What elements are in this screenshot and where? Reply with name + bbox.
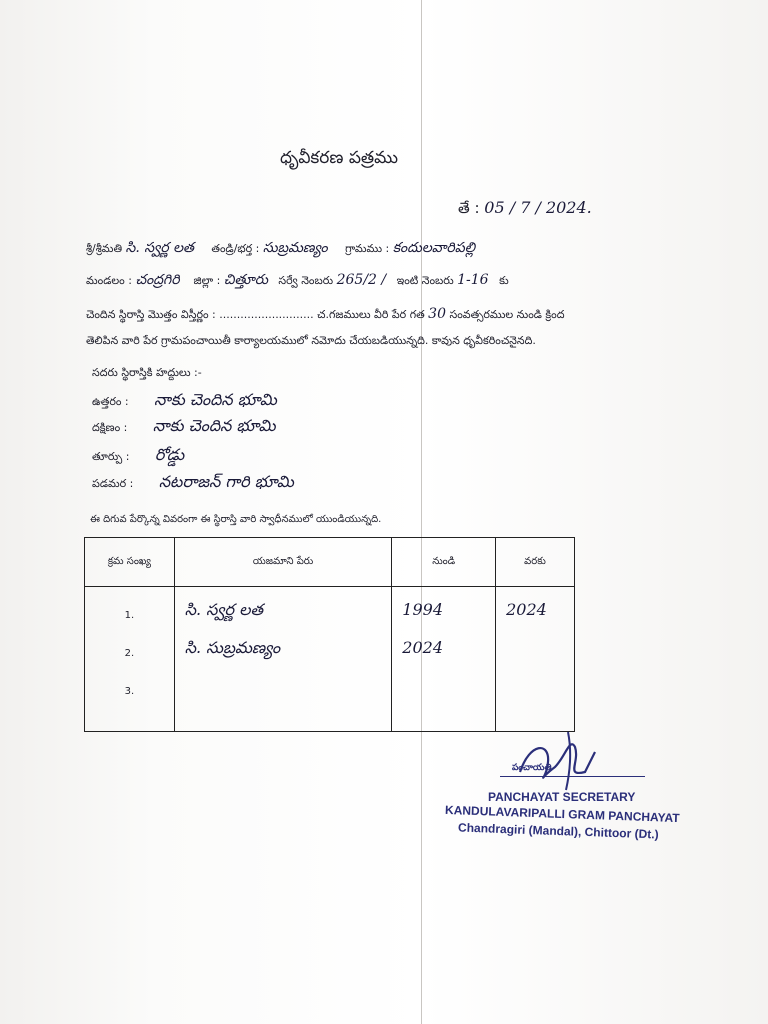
boundary-value: నాకు చెందిన భూమి bbox=[154, 390, 277, 409]
holder-line bbox=[86, 240, 475, 259]
survey-value: 265/2 / bbox=[336, 272, 387, 288]
serial-cell: 3. bbox=[124, 686, 135, 697]
boundary-value: రోడ్డు bbox=[154, 445, 185, 464]
boundary-label: దక్షిణం bbox=[92, 421, 121, 434]
table-body-row bbox=[85, 587, 575, 732]
stamp-designation: PANCHAYAT SECRETARY bbox=[488, 790, 636, 804]
from-column bbox=[392, 587, 496, 732]
header-from: నుండి bbox=[392, 538, 496, 587]
owner-cell: సి. సుబ్రమణ్యం bbox=[184, 638, 281, 657]
district-value: చిత్తూరు bbox=[223, 272, 268, 288]
to-cell: 2024 bbox=[506, 600, 547, 619]
date-line bbox=[458, 198, 592, 221]
years-value: 30 bbox=[428, 306, 446, 322]
possession-note: ఈ దిగువ పేర్కొన్న వివరంగా ఈ స్థిరాస్తి వారి స్వాధీనములో యుండియున్నది. bbox=[90, 514, 382, 525]
village-label: గ్రామము : bbox=[345, 242, 390, 255]
relation-value: సుబ్రమణ్యం bbox=[262, 240, 328, 256]
house-label: ఇంటి నెంబరు bbox=[396, 274, 454, 287]
stamp-underline bbox=[500, 776, 645, 777]
owner-column bbox=[174, 587, 392, 732]
name-label: శ్రీ/శ్రీమతి bbox=[86, 242, 123, 255]
boundary-south: దక్షిణం : నాకు చెందిన భూమి bbox=[92, 416, 276, 435]
house-value: 1-16 bbox=[457, 272, 489, 288]
serial-column bbox=[85, 587, 175, 732]
from-cell: 1994 bbox=[402, 600, 443, 619]
serial-cell: 1. bbox=[124, 610, 135, 621]
name-value: సి. స్వర్ణ లత bbox=[125, 240, 194, 256]
survey-label: సర్వే నెంబరు bbox=[278, 274, 334, 287]
district-label: జిల్లా : bbox=[193, 274, 221, 287]
header-owner: యజమాని పేరు bbox=[174, 538, 392, 587]
extent-line bbox=[86, 306, 565, 324]
location-line bbox=[86, 272, 509, 291]
official-stamp bbox=[440, 738, 700, 848]
boundary-north: ఉత్తరం : నాకు చెందిన భూమి bbox=[92, 390, 277, 409]
boundary-label: ఉత్తరం bbox=[92, 395, 122, 408]
village-value: కందులవారిపల్లి bbox=[392, 240, 475, 256]
from-cell: 2024 bbox=[402, 638, 443, 657]
mandal-label: మండలం : bbox=[86, 274, 132, 287]
ownership-table bbox=[84, 537, 575, 732]
sign-label: పంచాయతి bbox=[512, 762, 552, 772]
boundary-value: నాకు చెందిన భూమి bbox=[152, 416, 276, 435]
extent-text-c: సంవత్సరముల నుండి క్రింద bbox=[449, 308, 565, 321]
boundary-east: తూర్పు : రోడ్డు bbox=[92, 445, 185, 464]
date-value: 05 / 7 / 2024. bbox=[484, 198, 592, 217]
certificate-title: ధృవీకరణ పత్రము bbox=[280, 148, 399, 168]
extent-text-a: చెందిన స్థిరాస్తి మొత్తం విస్తీర్ణం : ........................... bbox=[86, 308, 314, 321]
relation-label: తండ్రి/భర్త : bbox=[211, 242, 260, 255]
date-label: తే : bbox=[458, 199, 480, 217]
header-to: వరకు bbox=[496, 538, 575, 587]
boundary-value: నటరాజన్ గారి భూమి bbox=[158, 472, 294, 491]
mandal-value: చంద్రగిరి bbox=[135, 272, 180, 288]
boundaries-heading: సదరు స్థిరాస్తికి హద్దులు :- bbox=[92, 366, 202, 379]
table-header-row bbox=[85, 538, 575, 587]
serial-cell: 2. bbox=[124, 648, 135, 659]
boundary-label: పడమర bbox=[92, 477, 127, 490]
page-fold-crease bbox=[421, 0, 422, 1024]
line-suffix: కు bbox=[499, 274, 509, 287]
boundary-label: తూర్పు bbox=[92, 450, 123, 463]
header-serial: క్రమ సంఖ్య bbox=[85, 538, 175, 587]
owner-cell: సి. స్వర్ణ లత bbox=[184, 600, 263, 619]
registration-statement: తెలిపిన వారి పేర గ్రామపంచాయితీ కార్యాలయములో నమోదు చేయబడియున్నది. కావున ధృవీకరించనైనది. bbox=[86, 334, 536, 347]
stamp-panchayat: KANDULAVARIPALLI GRAM PANCHAYAT bbox=[444, 802, 680, 826]
stamp-location: Chandragiri (Mandal), Chittoor (Dt.) bbox=[457, 820, 659, 842]
boundary-west: పడమర : నటరాజన్ గారి భూమి bbox=[92, 472, 294, 491]
extent-text-b: చ.గజములు వీరి పేర గత bbox=[317, 308, 425, 321]
to-column bbox=[496, 587, 575, 732]
